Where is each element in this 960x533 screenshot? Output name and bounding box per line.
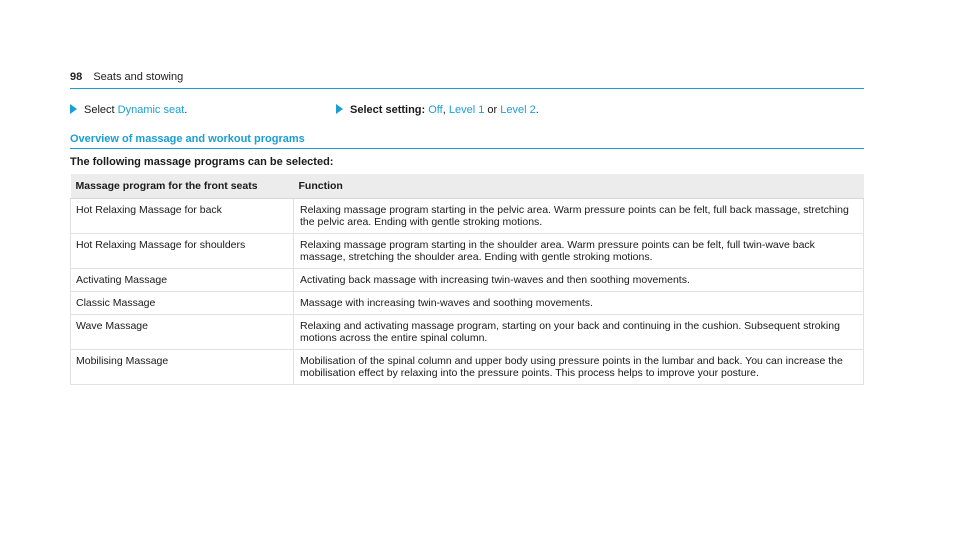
page-header	[70, 71, 183, 83]
level-1-link[interactable]: Level 1	[448, 104, 485, 116]
table-row	[71, 350, 864, 385]
program-function: Activating back massage with increasing twin-waves and then soothing movements.	[294, 269, 864, 292]
table-header-row	[71, 174, 864, 199]
column-header-program: Massage program for the front seats	[71, 174, 294, 199]
header-divider	[70, 88, 864, 89]
program-name: Classic Massage	[71, 292, 294, 315]
intro-text: The following massage programs can be selected:	[70, 156, 334, 168]
step-arrow-icon	[336, 104, 343, 114]
section-name: Seats and stowing	[93, 71, 184, 83]
program-function: Relaxing and activating massage program, starting on your back and continuing in the cushion. Subsequent stroking motions across the entire spinal column.	[294, 315, 864, 350]
separator: or	[484, 104, 501, 116]
page-number: 98	[70, 71, 83, 83]
table-row	[71, 234, 864, 269]
section-title: Overview of massage and workout programs	[70, 133, 305, 145]
massage-programs-table	[70, 174, 864, 385]
separator: ,	[442, 104, 449, 116]
program-name: Hot Relaxing Massage for shoulders	[71, 234, 294, 269]
table-row	[71, 269, 864, 292]
program-function: Massage with increasing twin-waves and soothing movements.	[294, 292, 864, 315]
step-arrow-icon	[70, 104, 77, 114]
step-label: Select setting:	[350, 104, 429, 116]
off-link[interactable]: Off	[428, 104, 443, 116]
program-function: Relaxing massage program starting in the pelvic area. Warm pressure points can be felt, full back massage, stretching the pelvic area. Ending with gentle stroking motions.	[294, 199, 864, 234]
step-select-setting	[336, 104, 539, 116]
step-text: Select	[84, 104, 118, 116]
table-row	[71, 199, 864, 234]
dynamic-seat-link[interactable]: Dynamic seat	[117, 104, 185, 116]
table-row	[71, 292, 864, 315]
program-name: Mobilising Massage	[71, 350, 294, 385]
program-name: Activating Massage	[71, 269, 294, 292]
step-suffix: .	[184, 104, 188, 116]
column-header-function: Function	[294, 174, 864, 199]
step-suffix: .	[535, 104, 539, 116]
program-name: Hot Relaxing Massage for back	[71, 199, 294, 234]
program-function: Mobilisation of the spinal column and upper body using pressure points in the lumbar and back. You can increase the mobilisation effect by relaxing into the pressure points. This process helps to improve your posture.	[294, 350, 864, 385]
program-function: Relaxing massage program starting in the shoulder area. Warm pressure points can be felt, full twin-wave back massage, stretching the shoulder area. Ending with gentle stroking motions.	[294, 234, 864, 269]
table-row	[71, 315, 864, 350]
section-divider	[70, 148, 864, 149]
step-select-dynamic-seat	[70, 104, 187, 116]
program-name: Wave Massage	[71, 315, 294, 350]
level-2-link[interactable]: Level 2	[500, 104, 536, 116]
